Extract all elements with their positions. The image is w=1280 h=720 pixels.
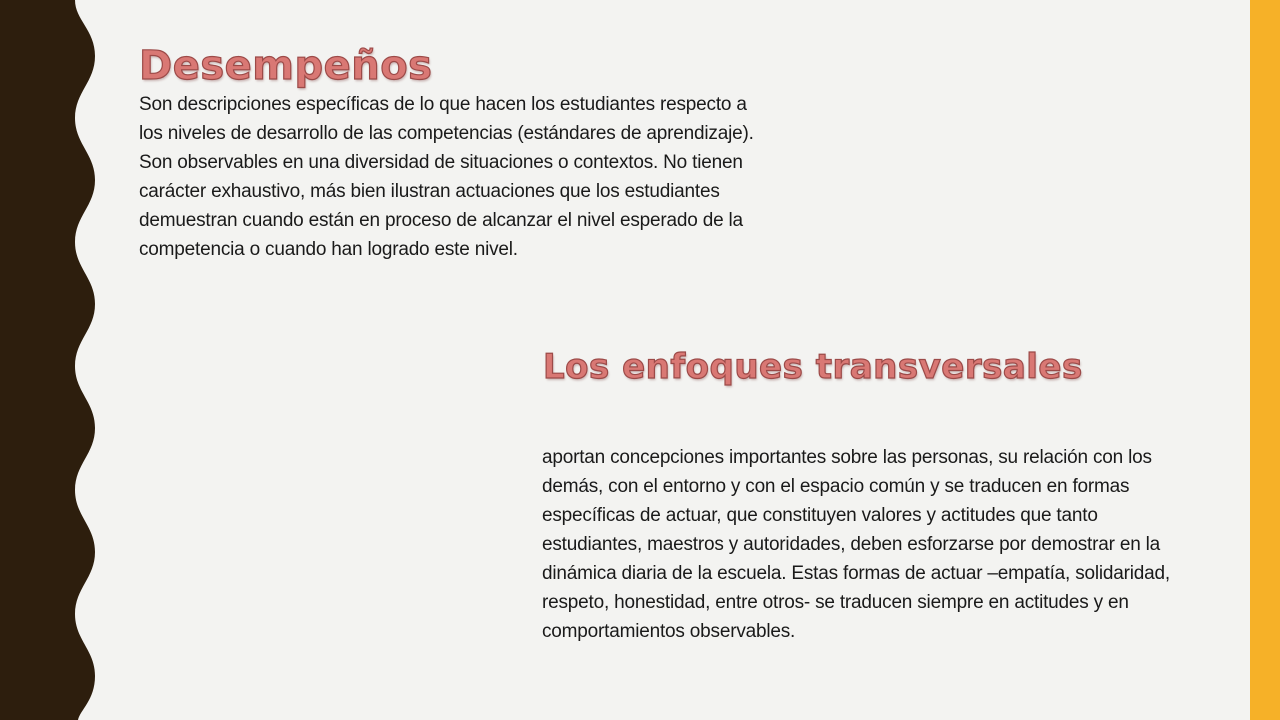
section-body-enfoques-transversales: aportan concepciones importantes sobre las personas, su relación con los demás, con el entorno y con el espacio común y se traducen en formas específicas de actuar, que constituyen valores y actitudes que tanto estudiantes, maestros y autoridades, deben esforzarse por demostrar en la dinámica diaria de la escuela. Estas formas de actuar –empatía, solidaridad, respeto, honestidad, entre otros- se traducen siempre en actitudes y en comportamientos observables.	[542, 447, 1170, 642]
section-body-desempenos: Son descripciones específicas de lo que hacen los estudiantes respecto a los niveles de desarrollo de las competencias (estándares de aprendizaje). Son observables en una diversidad de situaciones o contextos. No tienen carácter exhaustivo, más bien ilustran actuaciones que los estudiantes demuestran cuando están en proceso de alcanzar el nivel esperado de la competencia o cuando han logrado este nivel.	[139, 94, 754, 260]
right-accent-bar	[1250, 0, 1280, 720]
section-title-enfoques-transversales: Los enfoques transversales	[543, 347, 1083, 387]
wavy-left-border	[0, 0, 100, 720]
section-title-desempenos: Desempeños	[139, 43, 433, 89]
